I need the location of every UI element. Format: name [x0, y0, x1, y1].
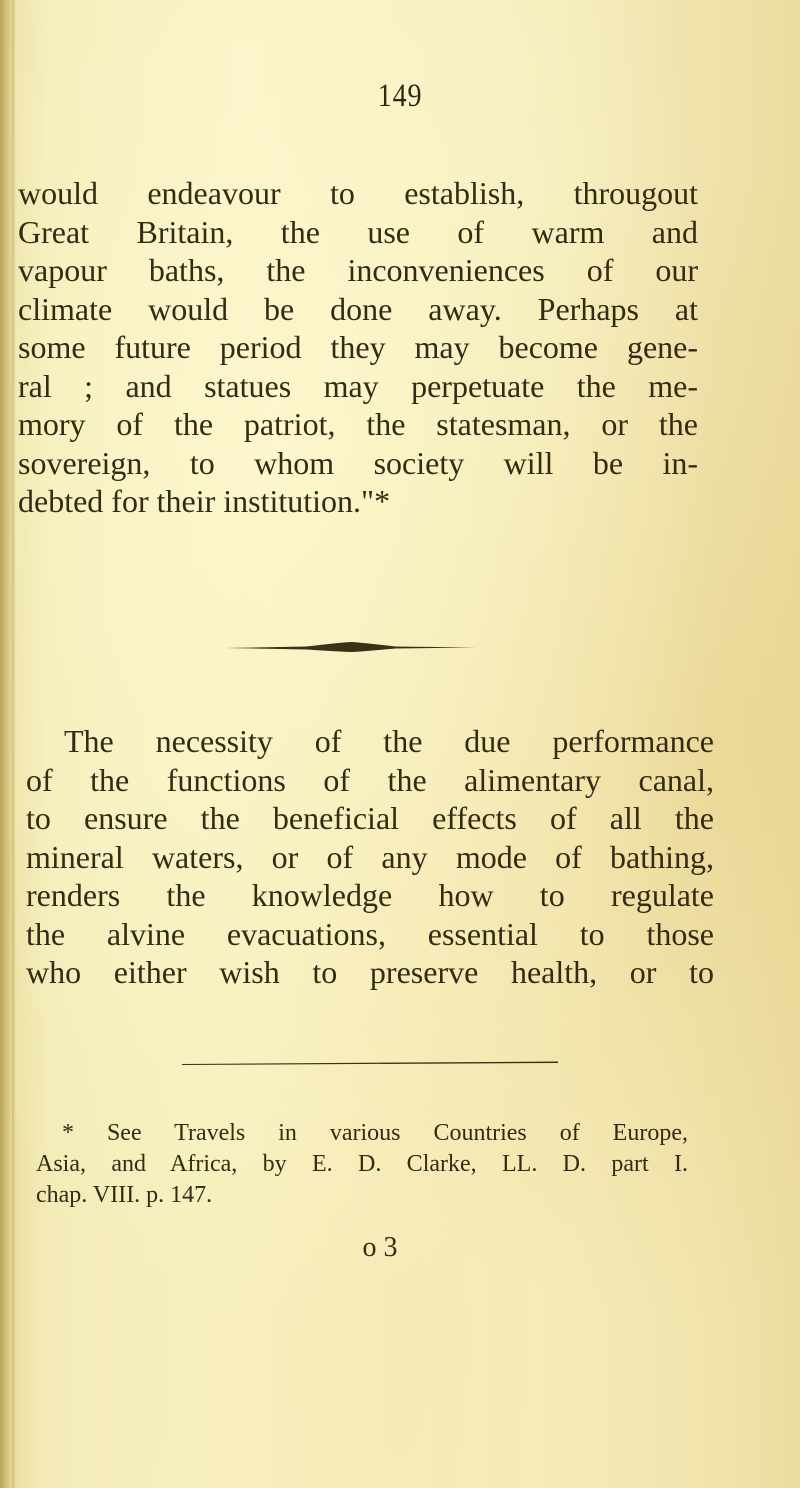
text-line: who either wish to preserve health, or to — [26, 954, 714, 990]
text-line: sovereign, to whom society will be in- — [18, 444, 698, 481]
text-line: mory of the patriot, the statesman, or the — [18, 406, 698, 442]
text-line: the alvine evacuations, essential to those — [26, 915, 714, 952]
footnote-line: * See Travels in various Countries of Europe, — [62, 1120, 688, 1146]
paragraph-alimentary-canal — [26, 722, 714, 992]
footnote-divider-rule — [182, 1061, 558, 1065]
text-line: would endeavour to establish, througout — [18, 175, 698, 211]
text-line: renders the knowledge how to regulate — [26, 877, 714, 913]
page-number: 149 — [377, 78, 423, 114]
book-binding-edge — [0, 0, 12, 1488]
section-divider-ornament — [226, 642, 476, 652]
text-line: climate would be done away. Perhaps at — [18, 290, 698, 327]
text-line: debted for their institution."* — [18, 483, 391, 519]
text-line: Great Britain, the use of warm and — [18, 213, 698, 250]
text-line: The necessity of the due performance — [64, 723, 714, 759]
footnote-line: chap. VIII. p. 147. — [36, 1182, 213, 1208]
text-line: vapour baths, the inconveniences of our — [18, 252, 698, 288]
printer-signature-mark: o 3 — [362, 1232, 398, 1263]
text-line: ral ; and statues may perpetuate the me- — [18, 367, 698, 404]
text-line: to ensure the beneficial effects of all the — [26, 800, 714, 836]
text-line: of the functions of the alimentary canal, — [26, 761, 714, 798]
text-line: mineral waters, or of any mode of bathing, — [26, 838, 714, 875]
footnote-line: Asia, and Africa, by E. D. Clarke, LL. D. part I. — [36, 1151, 688, 1177]
footnote — [36, 1118, 688, 1211]
binding-shadow — [12, 0, 16, 1488]
text-line: some future period they may become gene- — [18, 329, 698, 365]
paragraph-quote-continuation — [18, 174, 698, 521]
